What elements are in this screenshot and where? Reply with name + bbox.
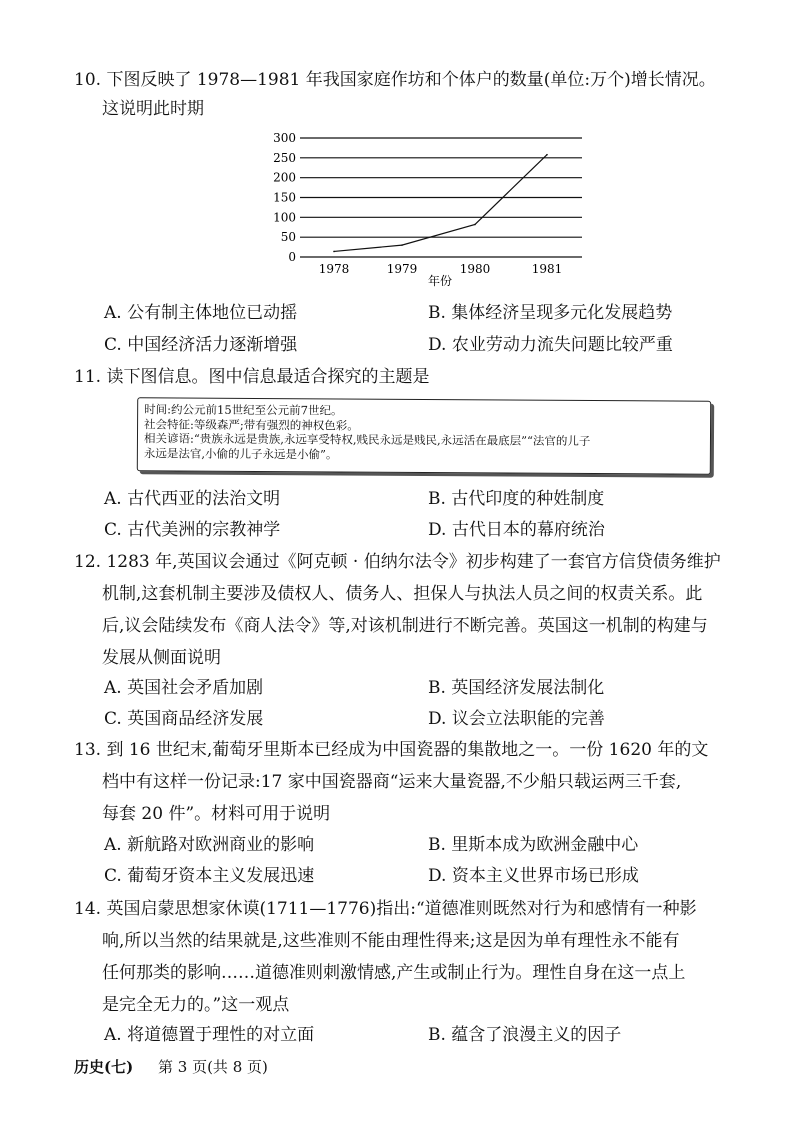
footer-subject: 历史(七) <box>74 1058 134 1076</box>
chart-point-1979 <box>401 244 403 246</box>
q13-line2: 档中有这样一份记录:17 家中国瓷器商“运来大量瓷器,不少船只载运两三千套, <box>102 772 682 792</box>
q13-option-c[interactable]: C. 葡萄牙资本主义发展迅速 <box>104 866 315 886</box>
q12-option-d[interactable]: D. 议会立法职能的完善 <box>428 709 605 729</box>
q12-option-b[interactable]: B. 英国经济发展法制化 <box>428 678 605 698</box>
footer-page-number: 第 3 页(共 8 页) <box>158 1058 268 1076</box>
chart-y-tick-150: 150 <box>273 190 296 205</box>
chart-y-tick-labels <box>273 131 296 264</box>
chart-x-tick-1978: 1978 <box>318 262 350 276</box>
q12-line1: 12. 1283 年,英国议会通过《阿克顿 · 伯纳尔法令》初步构建了一套官方信贷债务维护 <box>74 552 721 572</box>
chart-x-axis-label: 年份 <box>427 274 453 288</box>
q11-box-line3: 相关谚语:“贵族永远是贵族,永远享受特权,贱民永远是贱民,永远活在最底层”“法官的儿子 <box>143 431 591 449</box>
q14-option-b[interactable]: B. 蕴含了浪漫主义的因子 <box>428 1025 622 1045</box>
chart-x-tick-1979: 1979 <box>386 262 418 276</box>
chart-y-tick-100: 100 <box>273 210 296 225</box>
q11-option-a[interactable]: A. 古代西亚的法治文明 <box>104 489 281 509</box>
q11-box-line2: 社会特征:等级森严;带有强烈的神权色彩。 <box>144 416 359 433</box>
q10-stem-line1: 10. 下图反映了 1978—1981 年我国家庭作坊和个体户的数量(单位:万个)增长情况。 <box>74 70 716 90</box>
chart-y-tick-300: 300 <box>273 131 296 145</box>
chart-x-tick-1981: 1981 <box>531 262 563 276</box>
q11-info-box <box>137 397 711 475</box>
q12-line3: 后,议会陆续发布《商人法令》等,对该机制进行不断完善。英国这一机制的构建与 <box>102 616 708 636</box>
q14-line2: 响,所以当然的结果就是,这些准则不能由理性得来;这是因为单有理性永不能有 <box>102 931 680 951</box>
q11-option-d[interactable]: D. 古代日本的幕府统治 <box>428 520 605 540</box>
q14-line4: 是完全无力的。”这一观点 <box>102 995 290 1015</box>
q11-box-line4: 永远是法官,小偷的儿子永远是小偷”。 <box>143 445 338 461</box>
q11-option-b[interactable]: B. 古代印度的种姓制度 <box>428 489 605 509</box>
q10-option-c[interactable]: C. 中国经济活力逐渐增强 <box>104 335 298 355</box>
q10-option-b[interactable]: B. 集体经济呈现多元化发展趋势 <box>428 303 673 323</box>
q14-option-a[interactable]: A. 将道德置于理性的对立面 <box>104 1025 315 1045</box>
q10-option-d[interactable]: D. 农业劳动力流失问题比较严重 <box>428 335 673 355</box>
chart-x-tick-1980: 1980 <box>459 262 491 276</box>
q11-stem: 11. 读下图信息。图中信息最适合探究的主题是 <box>74 367 430 387</box>
q10-line-chart <box>270 128 630 288</box>
q13-line1: 13. 到 16 世纪末,葡萄牙里斯本已经成为中国瓷器的集散地之一。一份 1620 年的文 <box>74 740 709 760</box>
q12-line2: 机制,这套机制主要涉及债权人、债务人、担保人与执法人员之间的权责关系。此 <box>102 584 703 604</box>
q13-option-a[interactable]: A. 新航路对欧洲商业的影响 <box>104 835 315 855</box>
q10-stem-line2: 这说明此时期 <box>102 99 204 119</box>
q12-line4: 发展从侧面说明 <box>102 648 221 668</box>
chart-y-tick-200: 200 <box>273 170 296 185</box>
q14-line3: 任何那类的影响……道德准则刺激情感,产生或制止行为。理性自身在这一点上 <box>102 963 686 983</box>
chart-point-1981 <box>546 154 548 156</box>
q11-option-c[interactable]: C. 古代美洲的宗教神学 <box>104 520 281 540</box>
q14-line1: 14. 英国启蒙思想家休谟(1711—1776)指出:“道德准则既然对行为和感情有一种影 <box>74 899 697 919</box>
q10-option-a[interactable]: A. 公有制主体地位已动摇 <box>104 303 298 323</box>
chart-y-tick-50: 50 <box>280 230 296 245</box>
q12-option-a[interactable]: A. 英国社会矛盾加剧 <box>104 678 264 698</box>
chart-point-1978 <box>333 251 335 253</box>
q11-box-line1: 时间:约公元前15世纪至公元前7世纪。 <box>144 402 343 418</box>
chart-y-tick-250: 250 <box>273 150 296 165</box>
chart-y-tick-0: 0 <box>288 250 296 264</box>
q13-option-d[interactable]: D. 资本主义世界市场已形成 <box>428 866 639 886</box>
q12-option-c[interactable]: C. 英国商品经济发展 <box>104 709 264 729</box>
q13-line3: 每套 20 件”。材料可用于说明 <box>102 804 331 824</box>
chart-grid <box>300 138 582 257</box>
q13-option-b[interactable]: B. 里斯本成为欧洲金融中心 <box>428 835 639 855</box>
chart-point-1980 <box>474 224 476 226</box>
